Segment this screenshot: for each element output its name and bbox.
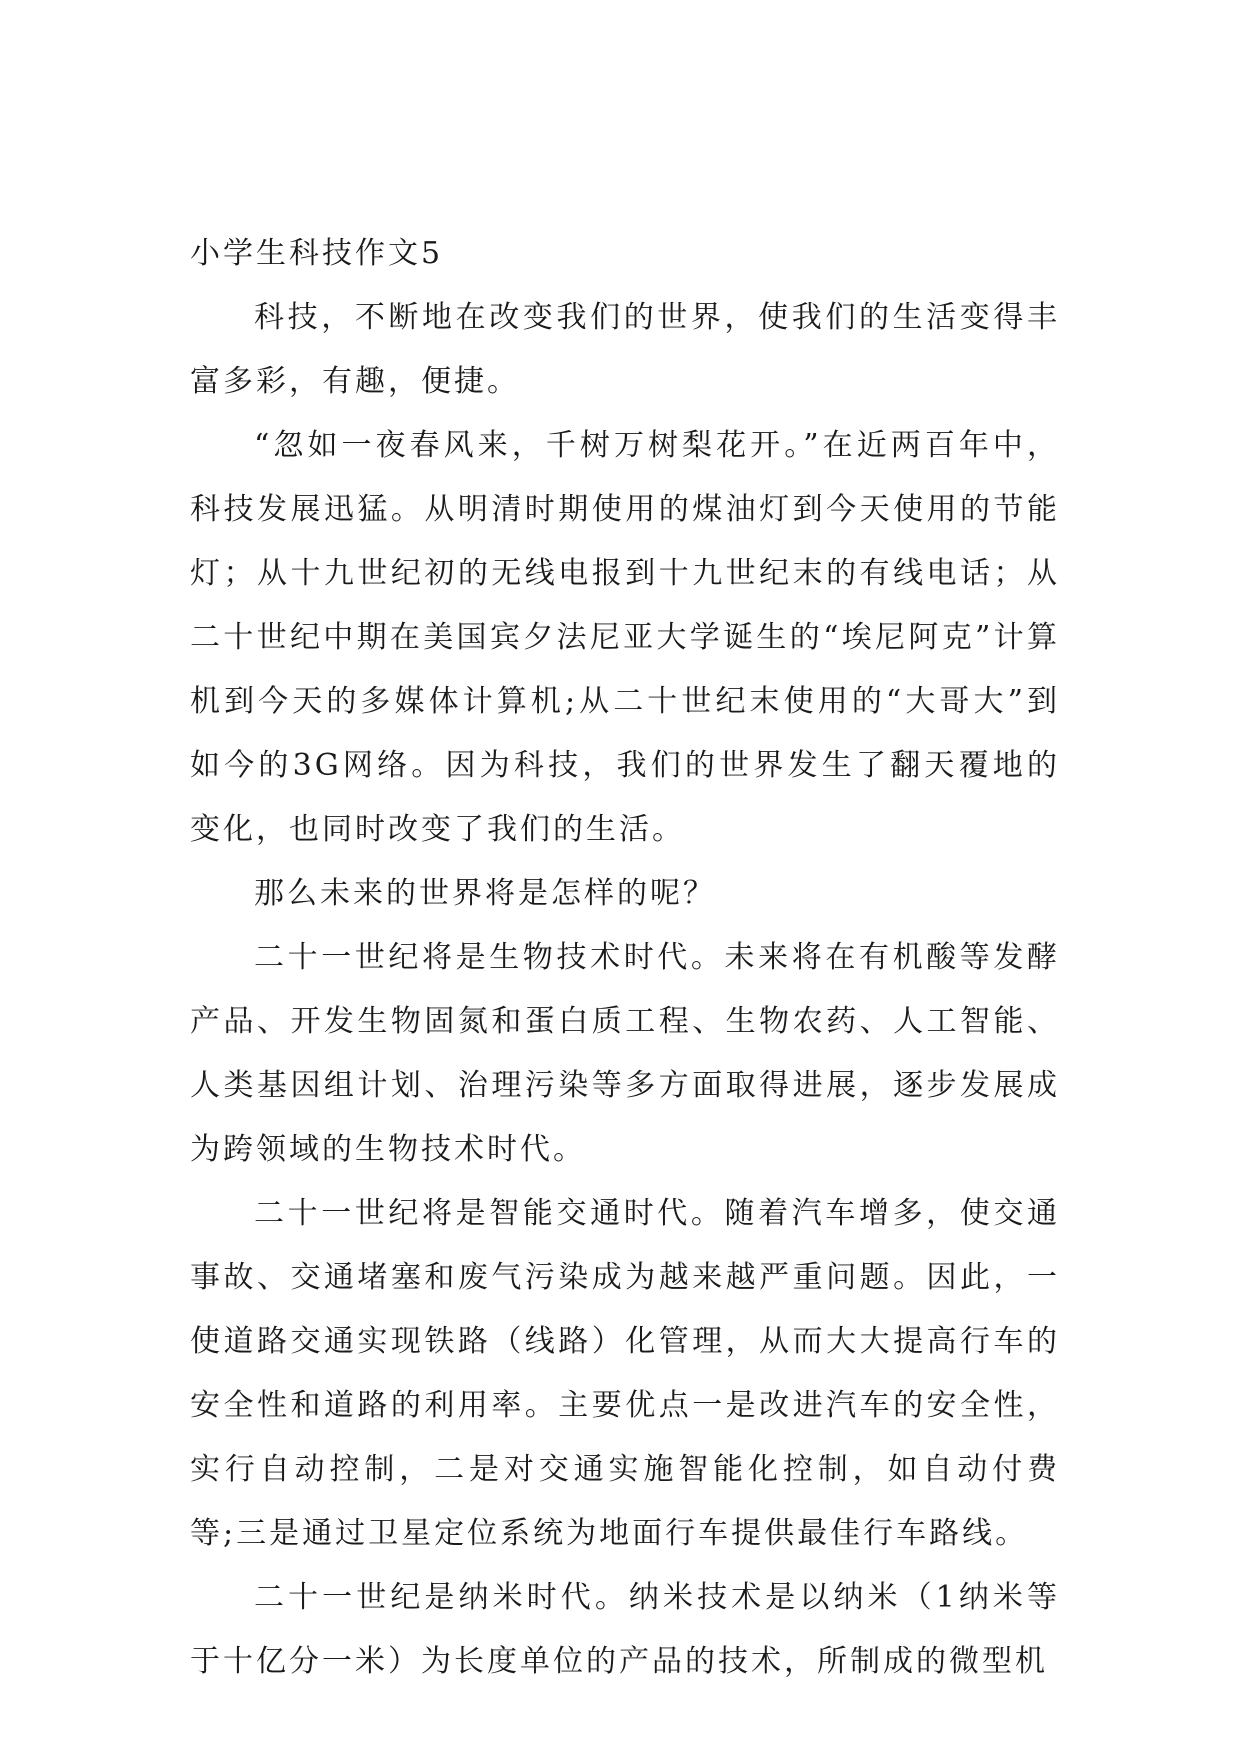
paragraph-4: 二十一世纪将是生物技术时代。未来将在有机酸等发酵产品、开发生物固氮和蛋白质工程、生物农药、人工智能、人类基因组计划、治理污染等多方面取得进展，逐步发展成为跨领域的生物技术时代。 [190,940,1060,1167]
document-body [190,222,1060,1694]
paragraph-6: 二十一世纪是纳米时代。纳米技术是以纳米（1纳米等于十亿分一米）为长度单位的产品的技术，所制成的微型机 [190,1580,1060,1679]
paragraph-5: 二十一世纪将是智能交通时代。随着汽车增多，使交通事故、交通堵塞和废气污染成为越来越严重问题。因此，一使道路交通实现铁路（线路）化管理，从而大大提高行车的安全性和道路的利用率。主要优点一是改进汽车的安全性，实行自动控制，二是对交通实施智能化控制，如自动付费等;三是通过卫星定位系统为地面行车提供最佳行车路线。 [190,1196,1060,1551]
document-title: 小学生科技作文5 [190,236,444,271]
paragraph-2: “忽如一夜春风来，千树万树梨花开。”在近两百年中，科技发展迅猛。从明清时期使用的煤油灯到今天使用的节能灯；从十九世纪初的无线电报到十九世纪末的有线电话；从二十世纪中期在美国宾夕法尼亚大学诞生的“埃尼阿克”计算机到今天的多媒体计算机;从二十世纪末使用的“大哥大”到如今的3G网络。因为科技，我们的世界发生了翻天覆地的变化，也同时改变了我们的生活。 [190,428,1060,847]
paragraph-3: 那么未来的世界将是怎样的呢？ [254,876,716,911]
paragraph-1: 科技，不断地在改变我们的世界，使我们的生活变得丰富多彩，有趣，便捷。 [190,300,1060,399]
